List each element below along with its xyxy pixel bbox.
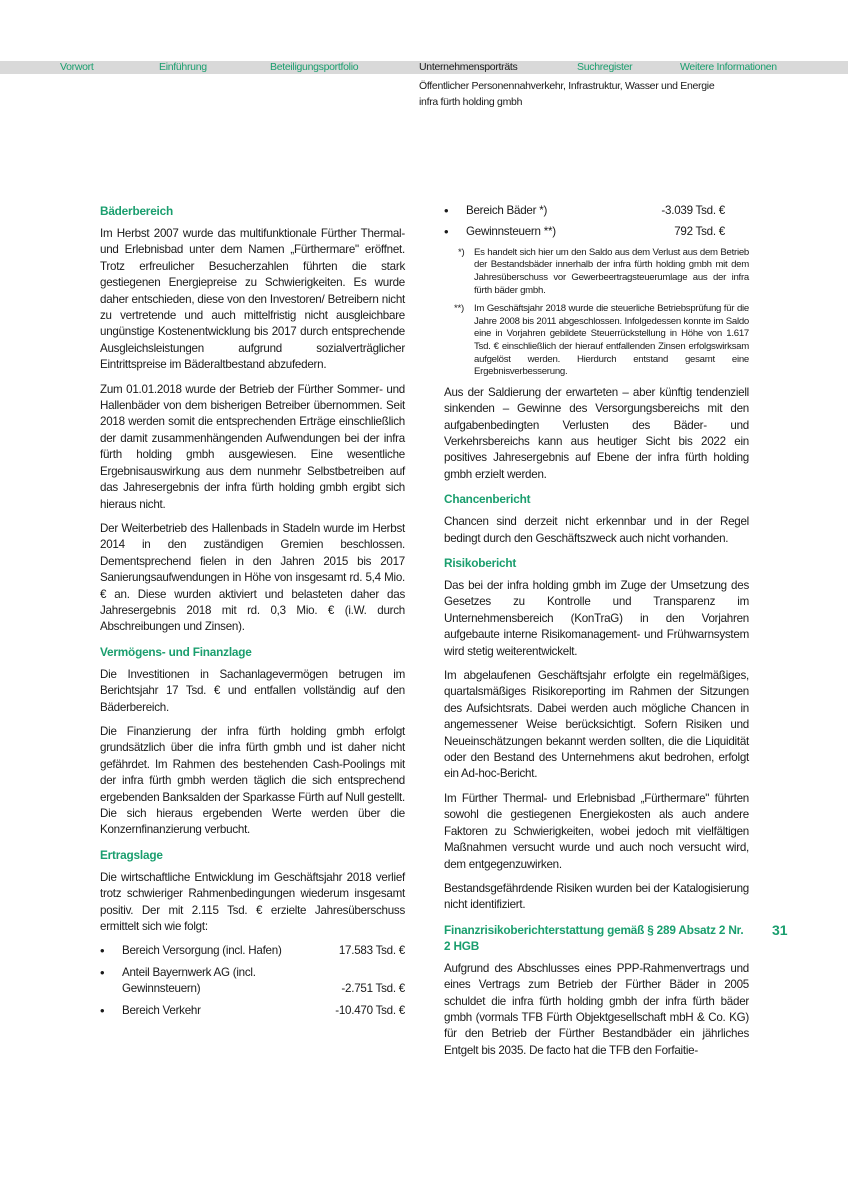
left-column xyxy=(100,203,405,1025)
heading-risikobericht: Risikobericht xyxy=(444,556,517,570)
item-value: -2.751 Tsd. € xyxy=(341,982,405,996)
footnote-text: Im Geschäftsjahr 2018 wurde die steuerliche Betriebsprüfung für die Jahre 2008 bis 2011 abgeschlossen. Infolgedessen konnte im Saldo eine in Vorjahren gebildete Steuerrückstellung in Höhe von 1.617 Tsd. € einschließlich der hierauf entfallenden Zinsen erfolgswirksam aufgelöst werden. Hierdurch entstand gesamt eine Ergebnisverbesserung. xyxy=(474,303,749,378)
paragraph: Aufgrund des Abschlusses eines PPP-Rahmenvertrags und eines Vertrags zum Betrieb der Fürther Bäder in 2005 schuldet die infra fürth holding gmbh der infra fürth bäder gmbh (vormals TFB Fürth Objektgesellschaft mbH & Co. KG) für den Betrieb der Fürther Bestandbäder ein jährliches Entgelt bis 2035. De facto hat die TFB den Forfaitie- xyxy=(444,961,749,1057)
paragraph: Das bei der infra holding gmbh im Zuge der Umsetzung des Gesetzes zu Kontrolle und Transparenz im Unternehmensbereich (KonTraG) in den Vorjahren aufgebaute interne Risikomanagement- und Frühwarnsystem wird stetig weiterentwickelt. xyxy=(444,579,749,658)
list-item xyxy=(444,203,749,219)
right-column xyxy=(444,203,749,1067)
footnote-marker: **) xyxy=(454,303,464,315)
item-value: -3.039 Tsd. € xyxy=(661,204,725,217)
nav-suchregister[interactable]: Suchregister xyxy=(577,61,633,73)
nav-beteiligungsportfolio[interactable]: Beteiligungsportfolio xyxy=(270,61,359,73)
item-label: • Anteil Bayernwerk AG (incl. Gewinnsteuern) xyxy=(122,965,256,996)
heading-baederbereich: Bäderbereich xyxy=(100,204,174,218)
footnote-2 xyxy=(454,303,749,379)
page-number: 31 xyxy=(772,922,788,938)
paragraph: Im Herbst 2007 wurde das multifunktionale Fürther Thermal- und Erlebnisbad unter dem Namen „Fürthermare" eröffnet. Trotz erfreulicher Besucherzahlen führten die stark gestiegenen Energiepreise zu Schwierigkeiten. Es wurde daher entschieden, diese von den Investoren/ Betreibern nicht zu vertretende und auch mittelfristig nicht ausgleichbare ungünstige Kostenentwicklung bis 2017 durch entsprechende Ausgleichsleistungen aufgrund sozialverträglicher Eintrittspreise im Bäderaltbestand abzufedern. xyxy=(100,227,405,372)
heading-vermoegens-finanzlage: Vermögens- und Finanzlage xyxy=(100,644,252,659)
heading-finanzrisikoberichterstattung: Finanzrisikoberichterstattung gemäß § 289 Absatz 2 Nr. 2 HGB xyxy=(444,922,744,953)
result-list-continued xyxy=(444,203,749,241)
item-label: • Bereich Versorgung (incl. Hafen) xyxy=(122,944,282,958)
nav-vorwort[interactable]: Vorwort xyxy=(60,61,94,73)
paragraph: Die Investitionen in Sachanlagevermögen betrugen im Berichtsjahr 17 Tsd. € und entfallen vollständig auf den Bäderbereich. xyxy=(100,667,405,714)
breadcrumb-company: infra fürth holding gmbh xyxy=(419,96,523,108)
paragraph: Bestandsgefährdende Risiken wurden bei der Katalogisierung nicht identifiziert. xyxy=(444,881,749,912)
heading-ertragslage: Ertragslage xyxy=(100,847,163,862)
item-value: 792 Tsd. € xyxy=(674,225,725,239)
paragraph: Aus der Saldierung der erwarteten – aber künftig tendenziell sinkenden – Gewinne des Versorgungsbereichs mit den aufgabenbedingten Verlusten des Bäder- und Verkehrsbereichs kann aus heutiger Sicht bis 2022 ein positives Jahresergebnis auf Ebene der infra fürth holding gmbh erzielt werden. xyxy=(444,385,749,481)
paragraph: Chancen sind derzeit nicht erkennbar und in der Regel bedingt durch den Geschäftszweck auch nicht vorhanden. xyxy=(444,515,749,545)
list-item xyxy=(100,965,405,998)
footnote-1 xyxy=(458,246,749,297)
paragraph: Die wirtschaftliche Entwicklung im Geschäftsjahr 2018 verlief trotz schwieriger Rahmenbedingungen wiederum insgesamt positiv. Der mit 2.115 Tsd. € erzielte Jahresüberschuss ermittelt sich wie folgt: xyxy=(100,870,405,934)
item-value: -10.470 Tsd. € xyxy=(335,1003,405,1017)
result-list xyxy=(100,943,405,1019)
nav-weitere-informationen[interactable]: Weitere Informationen xyxy=(680,61,777,73)
item-label: • Gewinnsteuern **) xyxy=(466,225,556,239)
item-label: • Bereich Verkehr xyxy=(122,1003,201,1017)
list-item xyxy=(444,224,749,240)
list-item xyxy=(100,943,405,959)
footnote-text: Es handelt sich hier um den Saldo aus dem Verlust aus dem Betrieb der Bestandsbäder innerhalb der infra fürth holding gmbh mit dem Jahresüberschuss vor Gewerbeertragsteuerumlage aus der infra fürth bäder gmbh. xyxy=(474,246,749,296)
heading-chancenbericht: Chancenbericht xyxy=(444,492,531,507)
paragraph: Im abgelaufenen Geschäftsjahr erfolgte ein regelmäßiges, quartalsmäßiges Risikoreporting im Rahmen der Sitzungen des Aufsichtsrats. Dabei werden auch mögliche Chancen in angemessener Weise berücksichtigt. Sofern Risiken und Neueinschätzungen bekannt werden sollten, die die Liquidität oder den Bestand des Unternehmens akut bedrohen, erfolgt ein Ad-hoc-Bericht. xyxy=(444,669,749,781)
paragraph: Die Finanzierung der infra fürth holding gmbh erfolgt grundsätzlich über die infra fürth gmbh und ist daher nicht gefährdet. Im Rahmen des bestehenden Cash-Poolings mit der infra fürth gmbh werden täglich die sich entsprechend ergebenden Banksalden der Sparkasse Fürth auf Null gestellt. Die sich hieraus ergebenden Werte werden über die Konzernfinanzierung verbucht. xyxy=(100,724,405,837)
footnote-marker: *) xyxy=(458,246,465,258)
breadcrumb-category: Öffentlicher Personennahverkehr, Infrastruktur, Wasser und Energie xyxy=(419,80,715,92)
item-label: • Bereich Bäder *) xyxy=(466,204,548,217)
nav-unternehmensportraets[interactable]: Unternehmensporträts xyxy=(419,61,518,73)
paragraph: Im Fürther Thermal- und Erlebnisbad „Fürthermare" führten sowohl die gestiegenen Energiekosten als auch andere Faktoren zu Schwierigkeiten, wobei jedoch mit vielfältigen Maßnahmen versucht wurde und auch noch versucht wird, dem entgegenzuwirken. xyxy=(444,791,749,871)
item-value: 17.583 Tsd. € xyxy=(338,944,405,958)
nav-einfuehrung[interactable]: Einführung xyxy=(159,61,207,73)
paragraph: Der Weiterbetrieb des Hallenbads in Stadeln wurde im Herbst 2014 in den zuständigen Gremien beschlossen. Dementsprechend fielen in den Jahren 2015 bis 2017 Sanierungsaufwendungen in Höhe von insgesamt rd. 5,4 Mio. € an. Diese wurden aktiviert und belasteten daher das Jahresergebnis 2018 mit rd. 0,3 Mio. € (i.W. durch Abschreibungen und Zinsen). xyxy=(100,521,405,634)
list-item xyxy=(100,1003,405,1019)
paragraph: Zum 01.01.2018 wurde der Betrieb der Fürther Sommer- und Hallenbäder von dem bisherigen Betreiber übernommen. Seit 2018 werden somit die entsprechenden Erträge einschließlich der damit zusammenhängenden Aufwendungen bei der infra fürth holding gmbh ausgewiesen. Eine wesentliche Ergebnisauswirkung aus dem nunmehr Selbstbetreiben auf das Jahresergebnis der infra fürth holding gmbh ergibt sich hieraus nicht. xyxy=(100,382,405,511)
